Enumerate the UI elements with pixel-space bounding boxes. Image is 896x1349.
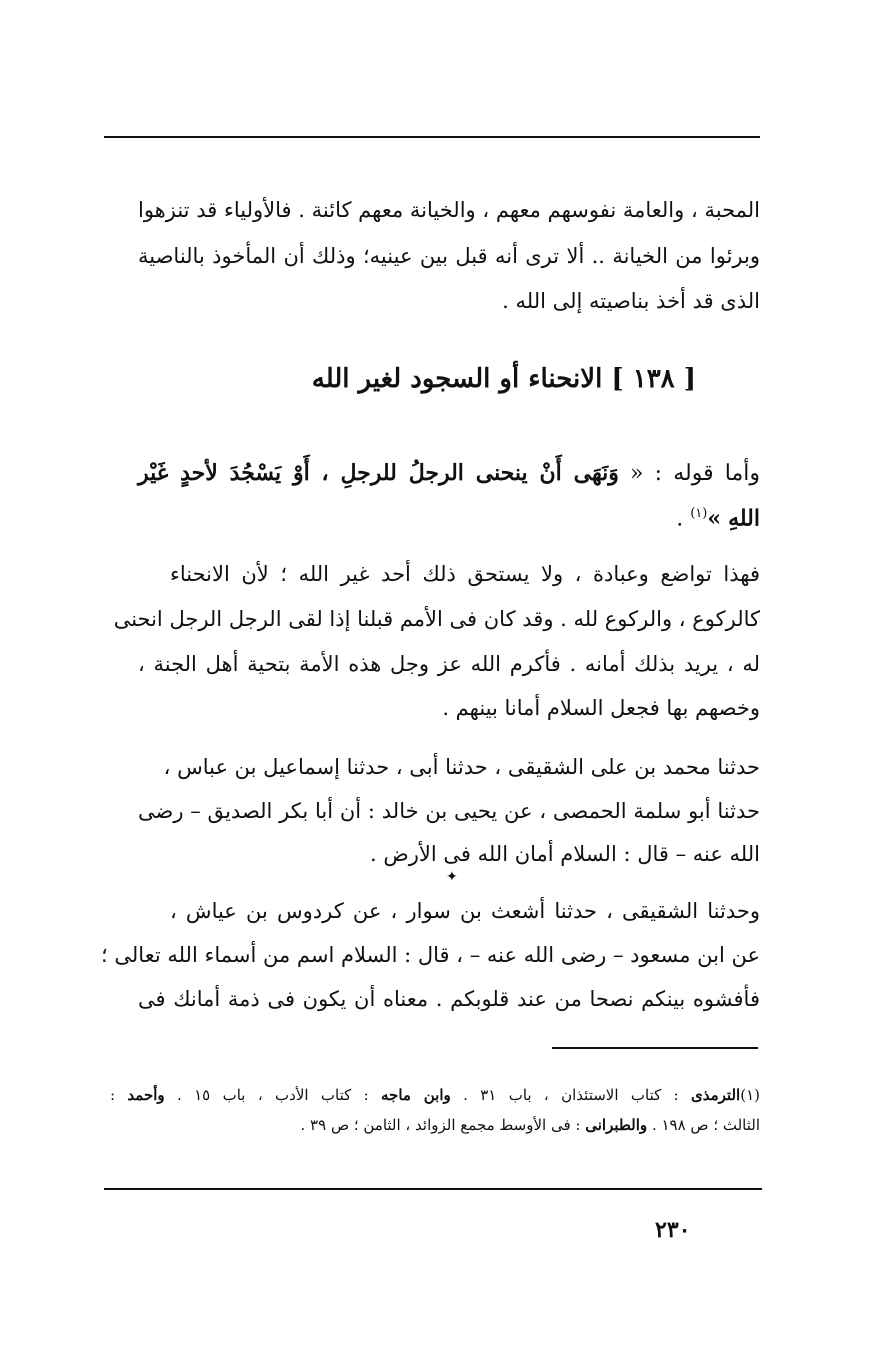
text-line: حدثنا محمد بن على الشقيقى ، حدثنا أبى ، حدثنا إسماعيل بن عباس ، [163, 755, 760, 779]
quote-line [138, 500, 760, 533]
footnote-part: وابن ماجه [381, 1086, 451, 1104]
footnote-part: : [110, 1086, 128, 1104]
quote-line [138, 459, 760, 488]
page-number: ٢٣٠ [655, 1217, 691, 1243]
footnote-separator [552, 1047, 758, 1049]
text-line: وخصهم بها فجعل السلام أمانا بينهم . [442, 696, 760, 720]
text-line: الله عنه – قال : السلام أمان الله فى الأرض . [370, 842, 760, 866]
text-line: حدثنا أبو سلمة الحمصى ، عن يحيى بن خالد : أن أبا بكر الصديق – رضى [138, 799, 760, 823]
text-line: عن ابن مسعود – رضى الله عنه – ، قال : السلام اسم من أسماء الله تعالى ؛ [101, 943, 760, 967]
quote-text: اللهِ [728, 505, 760, 532]
top-rule [104, 136, 760, 138]
text-line: كالركوع ، والركوع لله . وقد كان فى الأمم قبلنا إذا لقى الرجل الرجل انحنى [113, 607, 760, 631]
text-line: له ، يريد بذلك أمانه . فأكرم الله عز وجل هذه الأمة بتحية أهل الجنة ، [138, 652, 760, 676]
quote-close: » [707, 505, 722, 532]
text-line: فهذا تواضع وعبادة ، ولا يستحق ذلك أحد غير الله ؛ لأن الانحناء [170, 562, 760, 586]
footnote-line [110, 1083, 760, 1107]
bottom-rule [104, 1188, 762, 1190]
quote-intro: وأما قوله : « [630, 461, 760, 486]
section-heading: [ ١٣٨ ] الانحناء أو السجود لغير الله [311, 364, 696, 394]
footnote-part: : كتاب الاستئذان ، باب ٣١ . [450, 1086, 691, 1104]
footnote-ref: (١) [690, 506, 708, 521]
ink-mark: ✦ [446, 869, 458, 885]
quote-text: وَنَهَى أَنْ ينحنى الرجلُ للرجلِ ، أَوْ يَسْجُدَ لأحدٍ غَيْر [138, 460, 619, 486]
footnote-part: الترمذى [691, 1086, 741, 1104]
text-line: وحدثنا الشقيقى ، حدثنا أشعث بن سوار ، عن كردوس بن عياش ، [170, 899, 760, 923]
text-line: الذى قد أخذ بناصيته إلى الله . [502, 289, 760, 313]
text-line: المحبة ، والعامة نفوسهم معهم ، والخيانة معهم كائنة . فالأولياء قد تنزهوا [138, 198, 760, 222]
footnote-part: وأحمد [127, 1086, 165, 1104]
text-line: وبرئوا من الخيانة .. ألا ترى أنه قبل بين عينيه؛ وذلك أن المأخوذ بالناصية [138, 244, 760, 268]
footnote-part: : فى الأوسط مجمع الزوائد ، الثامن ؛ ص ٣٩ . [300, 1116, 586, 1134]
footnote-part: والطبرانى [585, 1116, 648, 1134]
text-line: فأفشوه بينكم نصحا من عند قلوبكم . معناه أن يكون فى ذمة أمانك فى [138, 987, 760, 1011]
footnote-part: الثالث ؛ ص ١٩٨ . [647, 1116, 760, 1134]
footnote-marker: (١) [740, 1086, 760, 1104]
footnote-part: : كتاب الأدب ، باب ١٥ . [164, 1086, 382, 1104]
footnote-line [110, 1113, 760, 1137]
quote-period: . [676, 506, 684, 532]
